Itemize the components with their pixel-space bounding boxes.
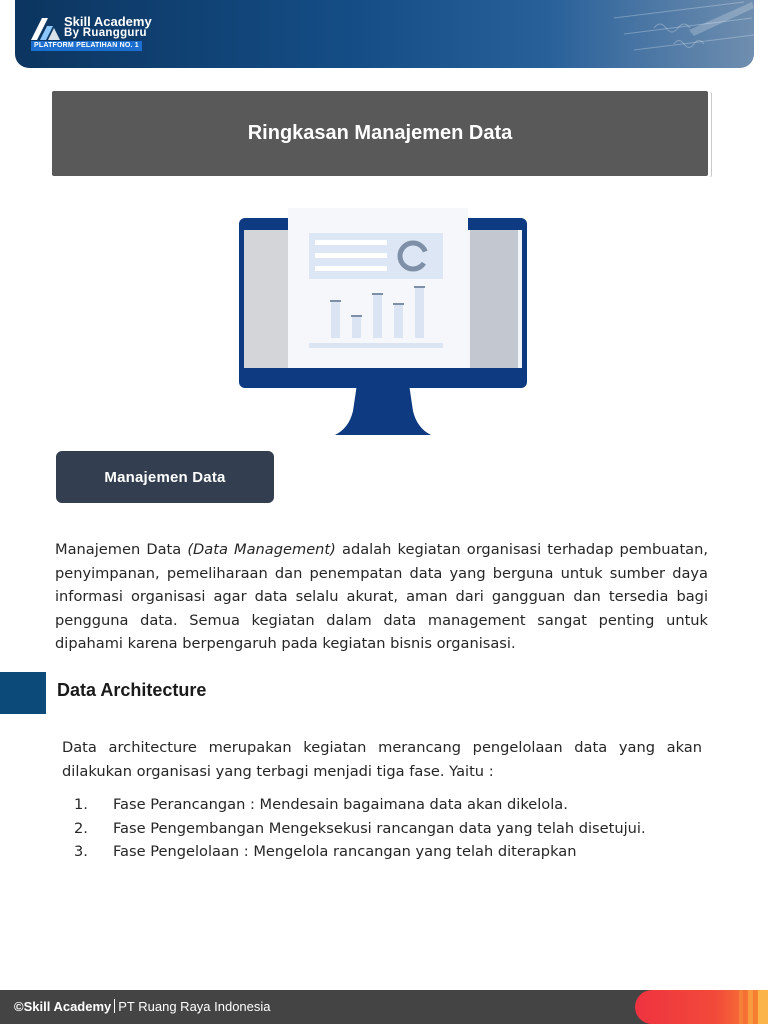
footer-brand: ©Skill Academy [14, 999, 112, 1014]
banner-handwriting-decoration [594, 0, 754, 68]
page-title: Ringkasan Manajemen Data [247, 122, 513, 144]
phase-number: 1. [74, 796, 88, 813]
footer-accent-stripe [758, 990, 768, 1024]
intro-term: Manajemen Data [55, 541, 182, 558]
section-label-badge [56, 451, 274, 503]
footer-bar [0, 990, 768, 1024]
intro-paragraph [55, 538, 708, 656]
footer-accent-stripe [739, 990, 743, 1024]
header-banner [15, 0, 754, 68]
footer-accent-shape [635, 990, 768, 1024]
phase-list-item [74, 793, 714, 817]
section-marker-bar [0, 672, 46, 714]
phase-number: 3. [74, 843, 88, 861]
phase-list-item [74, 840, 714, 864]
intro-term-english: (Data Management) [187, 541, 336, 558]
footer-separator [114, 999, 115, 1013]
section-label-text: Manajemen Data [104, 468, 226, 486]
phase-number: 2. [74, 819, 88, 837]
brand-subname: By Ruangguru [64, 27, 147, 39]
brand-name: Skill Academy [64, 14, 152, 29]
footer-company: PT Ruang Raya Indonesia [118, 999, 271, 1014]
computer-monitor-dashboard-icon [239, 206, 527, 438]
phase-text: Fase Perancangan : Mendesain bagaimana data akan dikelola. [113, 796, 568, 813]
section-heading: Data Architecture [57, 680, 207, 700]
title-banner [52, 91, 708, 176]
phase-text: Fase Pengelolaan : Mengelola rancangan yang telah diterapkan [113, 843, 577, 861]
footer-copyright [14, 990, 271, 1024]
phase-list-item [74, 817, 714, 841]
brand-tagline: PLATFORM PELATIHAN NO. 1 [31, 41, 142, 51]
architecture-description: Data architecture merupakan kegiatan merancang pengelolaan data yang akan dilakukan organisasi yang terbagi menjadi tiga fase. Yaitu : [62, 739, 702, 780]
phase-list [74, 793, 714, 864]
intro-text: adalah kegiatan organisasi terhadap pembuatan, penyimpanan, pemeliharaan dan penempatan data yang berguna untuk sumber daya informasi organisasi agar data selalu akurat, aman dari gangguan dan tersedia bagi pengguna data. Semua kegiatan dalam data management sangat penting untuk dipahami karena berpengaruh pada kegiatan bisnis organisasi. [55, 541, 708, 653]
skill-academy-logo-icon [31, 16, 61, 40]
footer-accent-stripe [748, 990, 753, 1024]
phase-text: Fase Pengembangan Mengeksekusi rancangan data yang telah disetujui. [113, 819, 646, 837]
